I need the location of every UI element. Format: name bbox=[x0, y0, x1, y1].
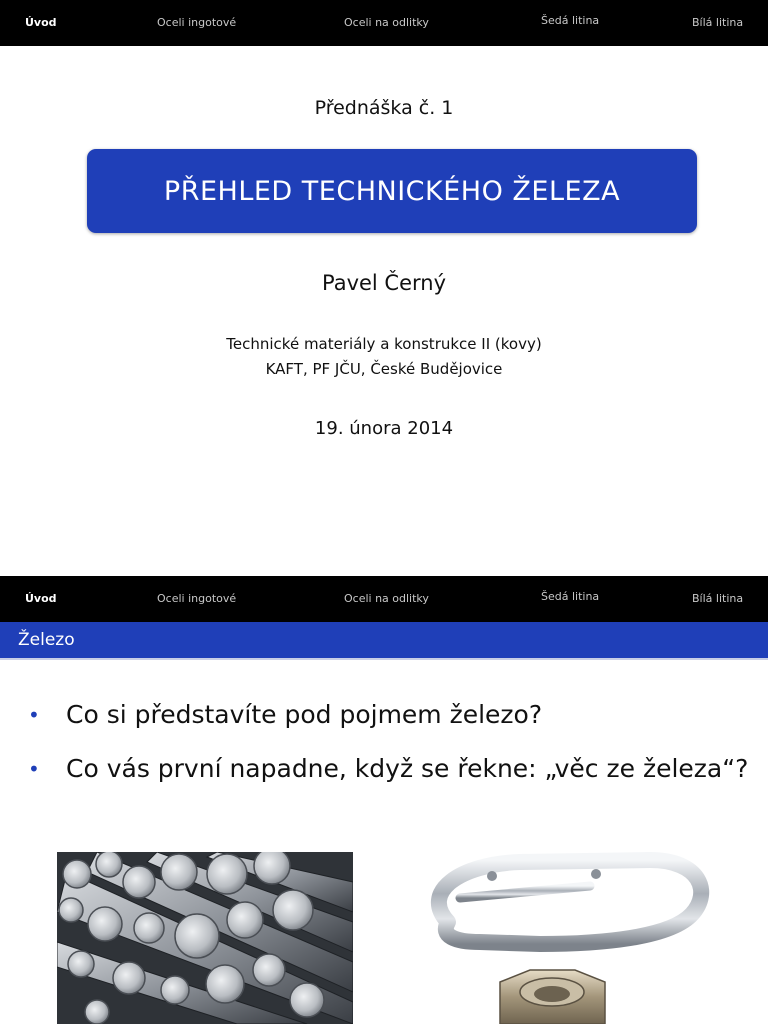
bullet-text: Co si představíte pod pojmem železo? bbox=[66, 700, 543, 729]
title-box bbox=[87, 149, 697, 233]
bullet-item bbox=[28, 688, 748, 742]
frame-title: Železo bbox=[18, 630, 75, 650]
carabiner-nut-photo bbox=[400, 852, 710, 1024]
steel-bars-photo bbox=[57, 852, 353, 1024]
frame-title-divider bbox=[0, 658, 768, 660]
nav-item-oceli-ingotove[interactable]: Oceli ingotové bbox=[157, 16, 237, 29]
bullet-text: Co vás první napadne, když se řekne: „věc ze železa“? bbox=[66, 754, 749, 783]
carabiner-image bbox=[400, 852, 710, 1024]
nav-item-uvod[interactable]: Úvod bbox=[25, 592, 57, 605]
nav-item-seda-litina[interactable]: Šedá litina bbox=[541, 14, 600, 27]
nav-item-bila-litina[interactable]: Bílá litina bbox=[692, 592, 744, 605]
nav-item-uvod[interactable]: Úvod bbox=[25, 16, 57, 29]
nav-item-oceli-na-odlitky[interactable]: Oceli na odlitky bbox=[344, 592, 429, 605]
navigation-bar bbox=[0, 0, 768, 46]
navigation-bar-2 bbox=[0, 576, 768, 622]
bullet-item bbox=[28, 742, 748, 796]
presentation-date: 19. února 2014 bbox=[314, 418, 454, 439]
steel-bars-image bbox=[57, 852, 353, 1024]
presentation-title: PŘEHLED TECHNICKÉHO ŽELEZA bbox=[163, 175, 621, 207]
institute bbox=[0, 332, 768, 382]
bullet-dot-icon: • bbox=[28, 757, 40, 781]
content-slide bbox=[0, 576, 768, 1024]
nav-item-oceli-ingotove[interactable]: Oceli ingotové bbox=[157, 592, 237, 605]
frame-title-bar bbox=[0, 622, 768, 658]
nav-item-oceli-na-odlitky[interactable]: Oceli na odlitky bbox=[344, 16, 429, 29]
nav-item-seda-litina[interactable]: Šedá litina bbox=[541, 590, 600, 603]
author-name: Pavel Černý bbox=[321, 271, 447, 295]
institute-line-2: KAFT, PF JČU, České Budějovice bbox=[265, 360, 503, 378]
bullet-dot-icon: • bbox=[28, 703, 40, 727]
institute-line-1: Technické materiály a konstrukce II (kovy) bbox=[226, 335, 542, 353]
bullet-list bbox=[28, 688, 748, 796]
lecture-number: Přednáška č. 1 bbox=[314, 97, 454, 119]
nav-item-bila-litina[interactable]: Bílá litina bbox=[692, 16, 744, 29]
